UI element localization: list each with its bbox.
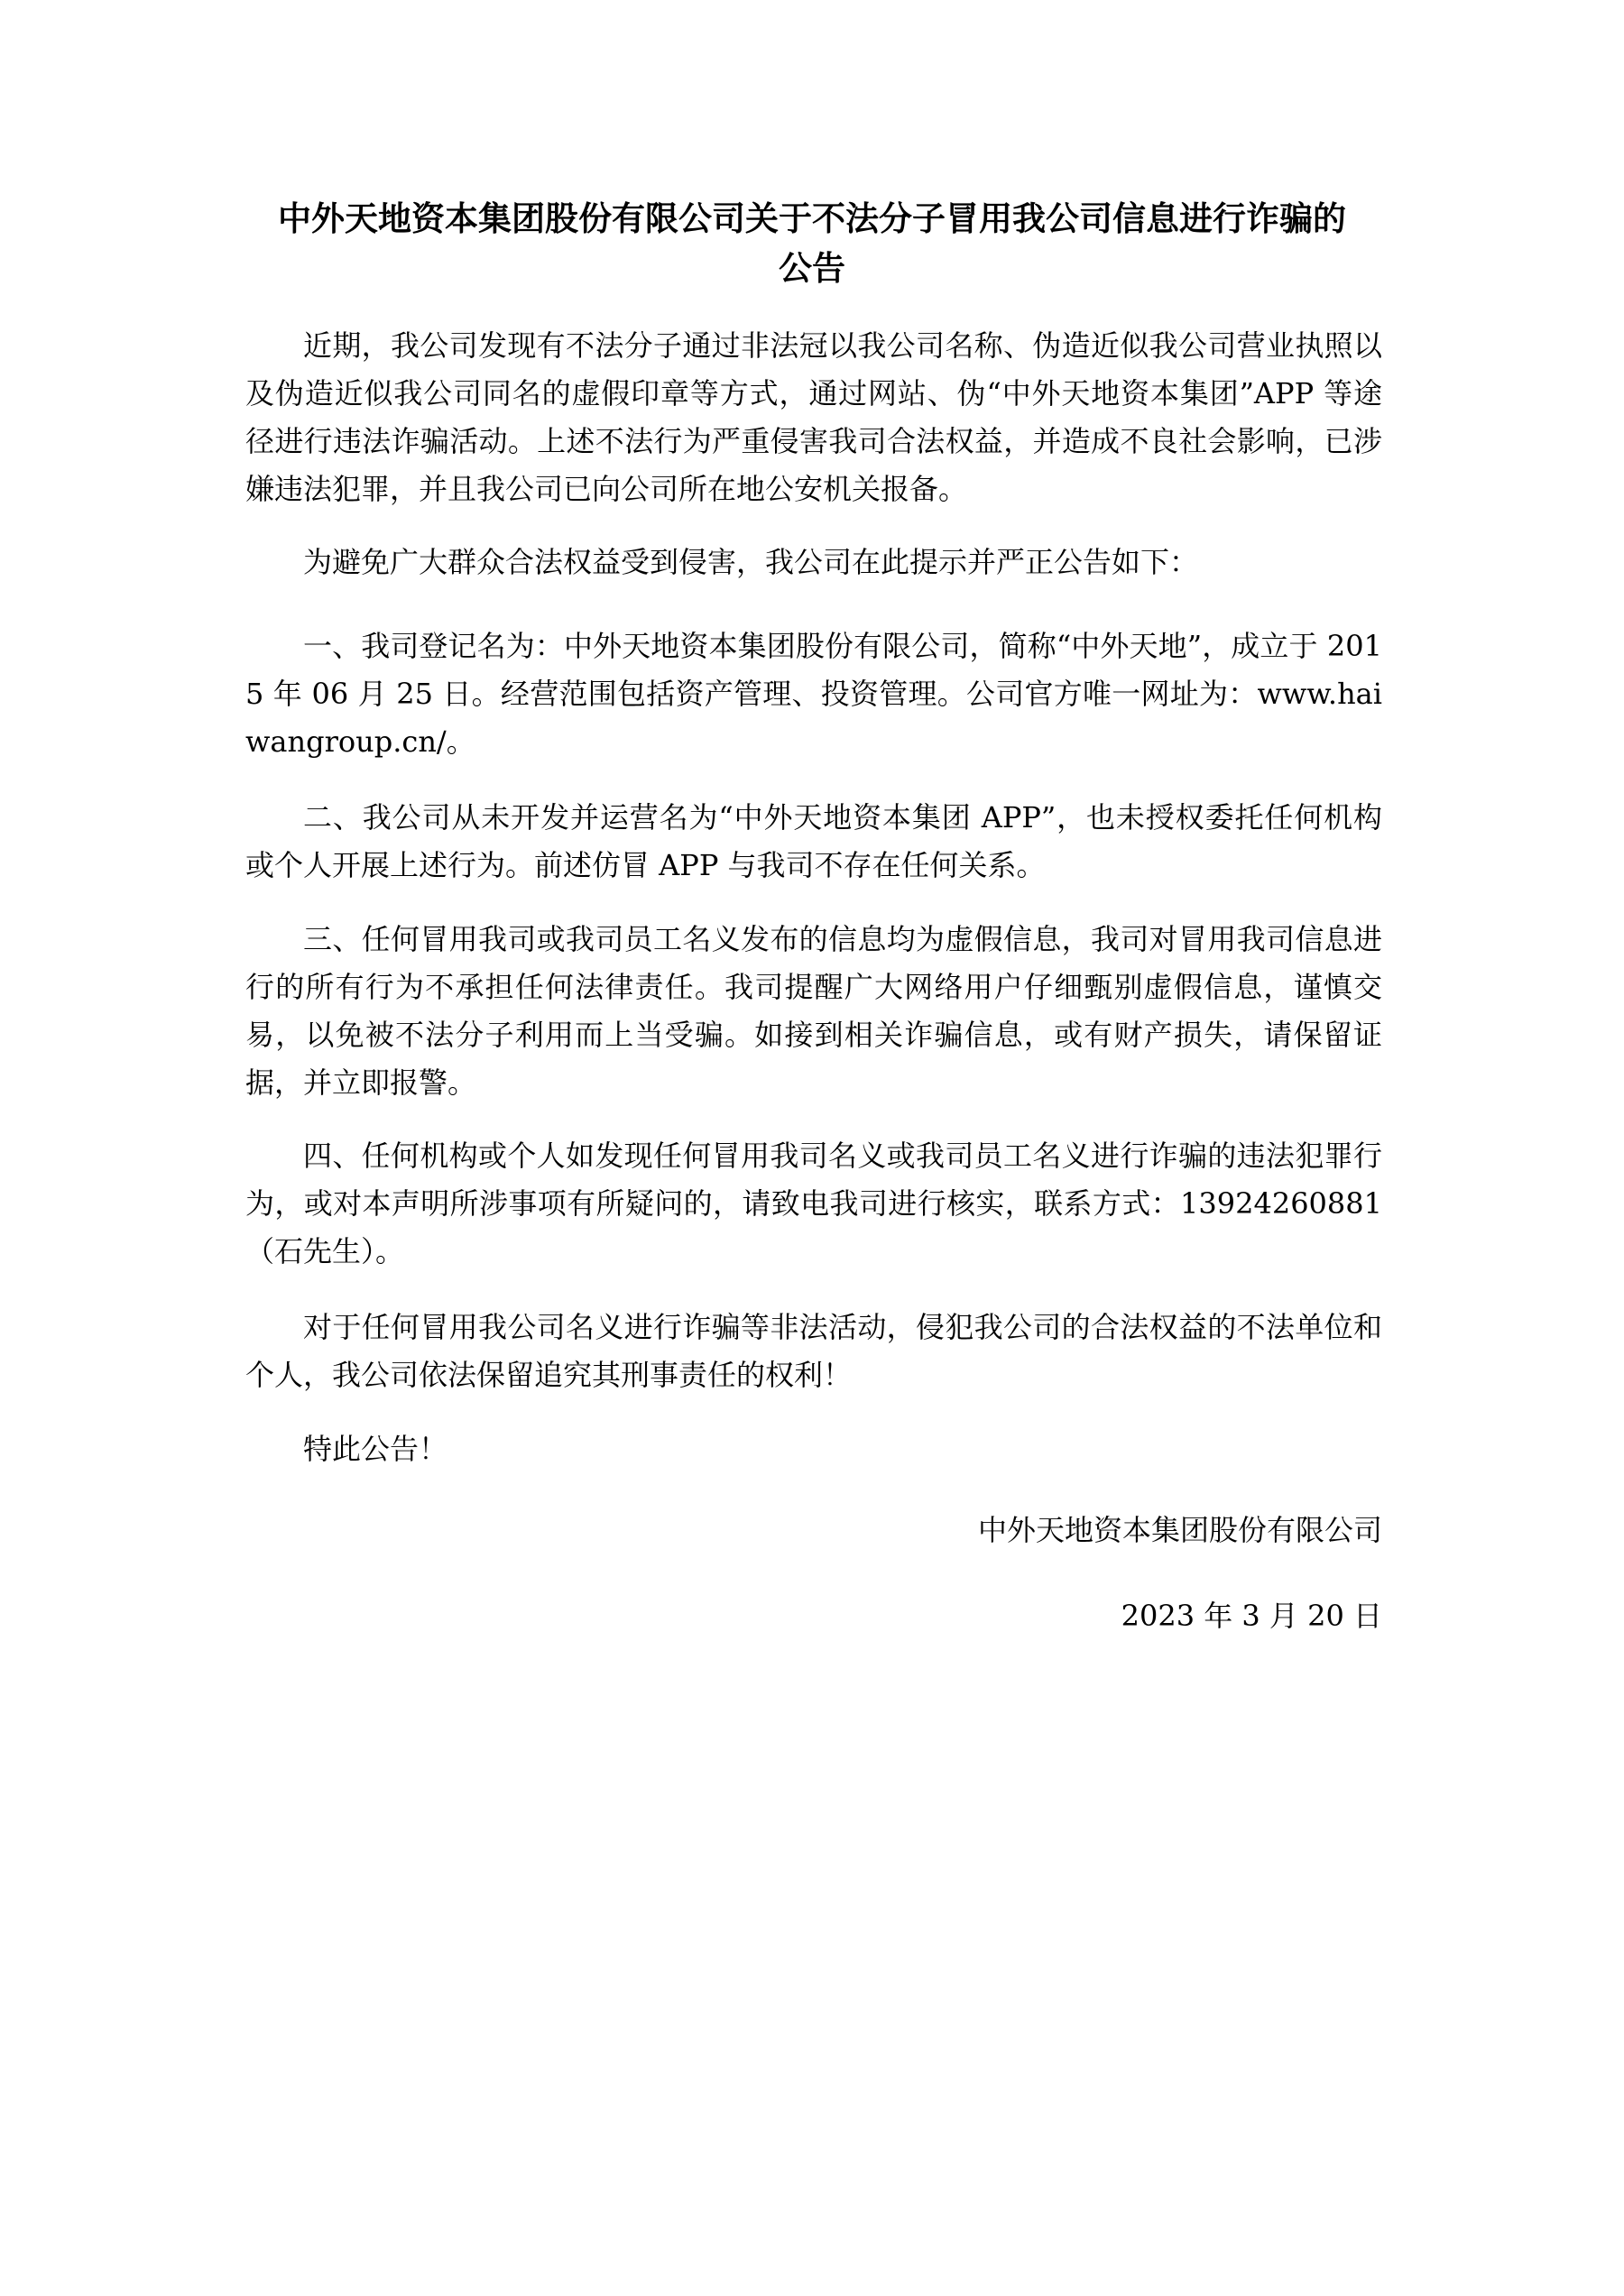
legal-rights-paragraph: 对于任何冒用我公司名义进行诈骗等非法活动，侵犯我公司的合法权益的不法单位和个人，我公司依法保留追究其刑事责任的权利！: [245, 1310, 1382, 1392]
clause-one-paragraph: 一、我司登记名为：中外天地资本集团股份有限公司，简称“中外天地”，成立于 2015 年 06 月 25 日。经营范围包括资产管理、投资管理。公司官方唯一网址为：www.haiwangroup.cn/。: [245, 629, 1382, 759]
notice-lead-paragraph: 为避免广大群众合法权益受到侵害，我公司在此提示并严正公告如下：: [303, 545, 1199, 579]
document-title-continued: 公告: [779, 249, 845, 288]
signature-company: 中外天地资本集团股份有限公司: [977, 1513, 1382, 1547]
intro-paragraph: 近期，我公司发现有不法分子通过非法冠以我公司名称、伪造近似我公司营业执照以及伪造近似我公司同名的虚假印章等方式，通过网站、伪“中外天地资本集团”APP 等途径进行违法诈骗活动。上述不法行为严重侵害我司合法权益，并造成不良社会影响，已涉嫌违法犯罪，并且我公司已向公司所在地公安机关报备。: [245, 328, 1382, 506]
document-title: 中外天地资本集团股份有限公司关于不法分子冒用我公司信息进行诈骗的: [278, 199, 1346, 238]
closing-paragraph: 特此公告！: [303, 1432, 448, 1466]
clause-two-paragraph: 二、我公司从未开发并运营名为“中外天地资本集团 APP”，也未授权委托任何机构或个人开展上述行为。前述仿冒 APP 与我司不存在任何关系。: [245, 800, 1382, 882]
clause-three-paragraph: 三、任何冒用我司或我司员工名义发布的信息均为虚假信息，我司对冒用我司信息进行的所有行为不承担任何法律责任。我司提醒广大网络用户仔细甄别虚假信息，谨慎交易，以免被不法分子利用而上当受骗。如接到相关诈骗信息，或有财产损失，请保留证据，并立即报警。: [245, 922, 1382, 1100]
clause-four-paragraph: 四、任何机构或个人如发现任何冒用我司名义或我司员工名义进行诈骗的违法犯罪行为，或对本声明所涉事项有所疑问的，请致电我司进行核实，联系方式：13924260881（石先生）。: [245, 1139, 1382, 1268]
signature-date: 2023 年 3 月 20 日: [1121, 1599, 1382, 1633]
